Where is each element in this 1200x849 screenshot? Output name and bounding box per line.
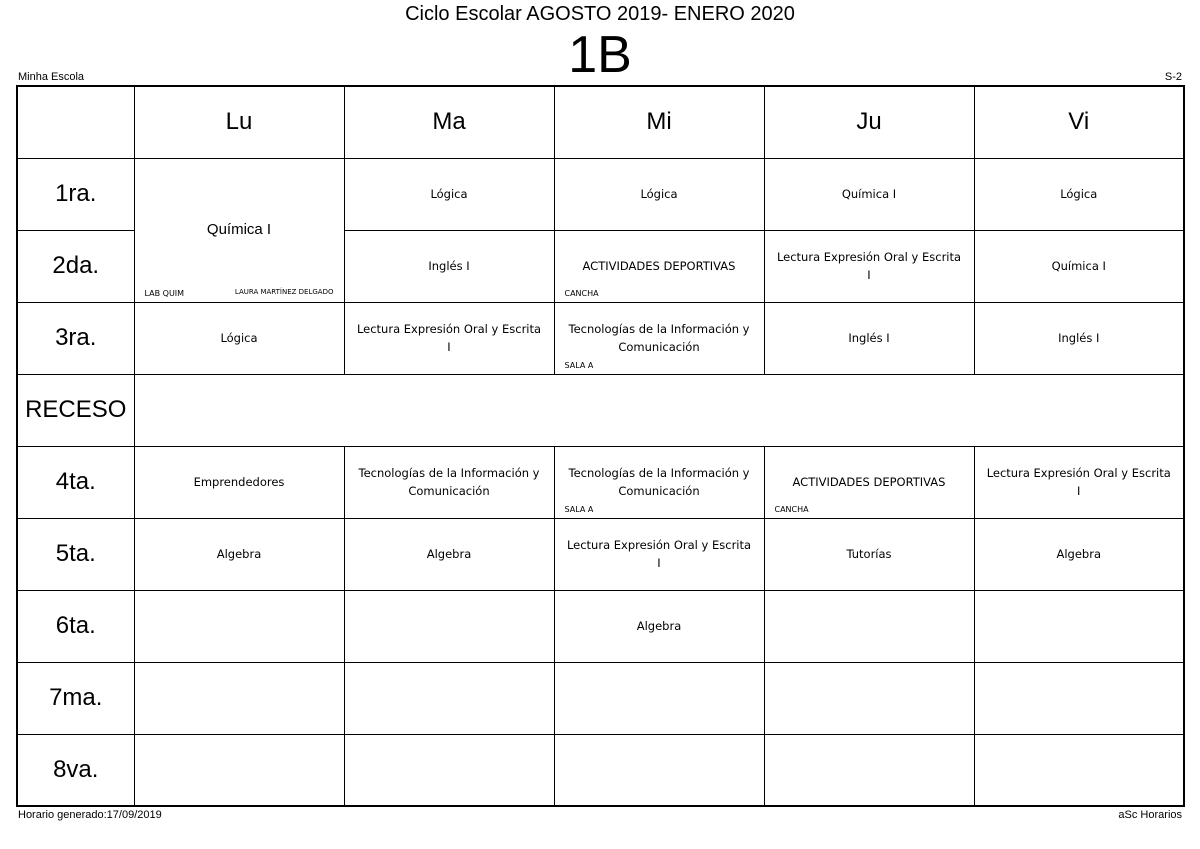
lesson-cell [344,446,554,518]
empty-cell [974,590,1184,662]
lesson-subject: Tecnologías de la Información y Comunicación [568,466,750,498]
empty-cell [554,662,764,734]
period-label: 6ta. [17,590,134,662]
lesson-subject: Tutorías [846,547,892,561]
lesson-cell [554,446,764,518]
lesson-subject: Algebra [426,547,472,561]
lesson-subject: Lectura Expresión Oral y Escrita I [776,250,962,282]
lesson-cell [554,590,764,662]
lesson-room: CANCHA [564,288,599,298]
day-header-lu: Lu [134,86,344,158]
lesson-room: SALA A [564,504,594,514]
lesson-room: SALA A [564,360,594,370]
empty-cell [554,734,764,806]
lesson-cell [554,302,764,374]
period-label: 5ta. [17,518,134,590]
empty-cell [974,662,1184,734]
period-label: 8va. [17,734,134,806]
lesson-cell [764,518,974,590]
period-row [17,590,1184,662]
lesson-cell [974,230,1184,302]
lesson-cell [134,446,344,518]
lesson-cell [344,518,554,590]
lesson-subject: Lógica [1060,187,1098,201]
period-label: 7ma. [17,662,134,734]
school-name: Minha Escola [18,71,85,83]
lesson-room: LAB QUIM [144,288,185,298]
lesson-subject: Lógica [640,187,678,201]
lesson-cell [764,230,974,302]
timetable-grid [16,85,1185,807]
lesson-subject: Emprendedores [193,475,285,489]
lesson-cell [974,302,1184,374]
lesson-subject: Inglés I [848,331,890,345]
lesson-subject: Lógica [220,331,258,345]
period-row [17,518,1184,590]
lesson-cell [134,302,344,374]
lesson-subject: ACTIVIDADES DEPORTIVAS [582,259,736,273]
lesson-subject: Química I [841,187,897,201]
schedule-code: S-2 [1164,71,1182,83]
day-header-ju: Ju [764,86,974,158]
period-row [17,302,1184,374]
lesson-cell [554,230,764,302]
period-label: 1ra. [17,158,134,230]
period-label: 3ra. [17,302,134,374]
period-row [17,662,1184,734]
empty-cell [764,662,974,734]
empty-cell [764,590,974,662]
header-row [17,86,1184,158]
lesson-cell [764,446,974,518]
day-header-mi: Mi [554,86,764,158]
software-name: aSc Horarios [1118,809,1182,821]
class-name: 1B [568,26,632,84]
lesson-cell [344,302,554,374]
lesson-cell [554,518,764,590]
empty-cell [344,662,554,734]
day-header-ma: Ma [344,86,554,158]
empty-cell [134,734,344,806]
recess-row [17,374,1184,446]
lesson-subject: Lectura Expresión Oral y Escrita I [566,538,752,570]
generated-date: Horario generado:17/09/2019 [18,809,162,821]
lesson-cell [974,158,1184,230]
lesson-subject: Algebra [216,547,262,561]
lesson-cell [344,158,554,230]
lesson-subject: Lectura Expresión Oral y Escrita I [356,322,542,354]
lesson-cell [764,302,974,374]
lesson-subject: Lectura Expresión Oral y Escrita I [986,466,1171,498]
lesson-subject: Inglés I [428,259,470,273]
empty-cell [344,590,554,662]
lesson-cell [134,518,344,590]
lesson-subject: Inglés I [1058,331,1100,345]
lesson-cell [974,518,1184,590]
lesson-teacher: LAURA MARTÍNEZ DELGADO [234,287,334,296]
lesson-cell [344,230,554,302]
lesson-subject: Algebra [1056,547,1101,561]
lesson-cell [554,158,764,230]
lesson-room: CANCHA [774,504,809,514]
lesson-cell [134,158,344,302]
period-label: RECESO [17,374,134,446]
period-row [17,734,1184,806]
schedule-title: Ciclo Escolar AGOSTO 2019- ENERO 2020 [405,3,795,25]
day-header-vi: Vi [974,86,1184,158]
empty-cell [764,734,974,806]
recess-cell [134,374,1184,446]
period-label: 4ta. [17,446,134,518]
empty-cell [344,734,554,806]
period-row [17,158,1184,230]
lesson-subject: ACTIVIDADES DEPORTIVAS [792,475,946,489]
lesson-subject: Algebra [636,619,682,633]
lesson-subject: Tecnologías de la Información y Comunicación [358,466,540,498]
empty-cell [134,590,344,662]
period-label: 2da. [17,230,134,302]
lesson-subject: Tecnologías de la Información y Comunicación [568,322,750,354]
lesson-cell [974,446,1184,518]
lesson-subject: Química I [1051,259,1106,273]
corner-cell [17,86,134,158]
lesson-cell [764,158,974,230]
period-row [17,446,1184,518]
empty-cell [134,662,344,734]
empty-cell [974,734,1184,806]
lesson-subject: Química I [206,221,272,238]
lesson-subject: Lógica [430,187,468,201]
